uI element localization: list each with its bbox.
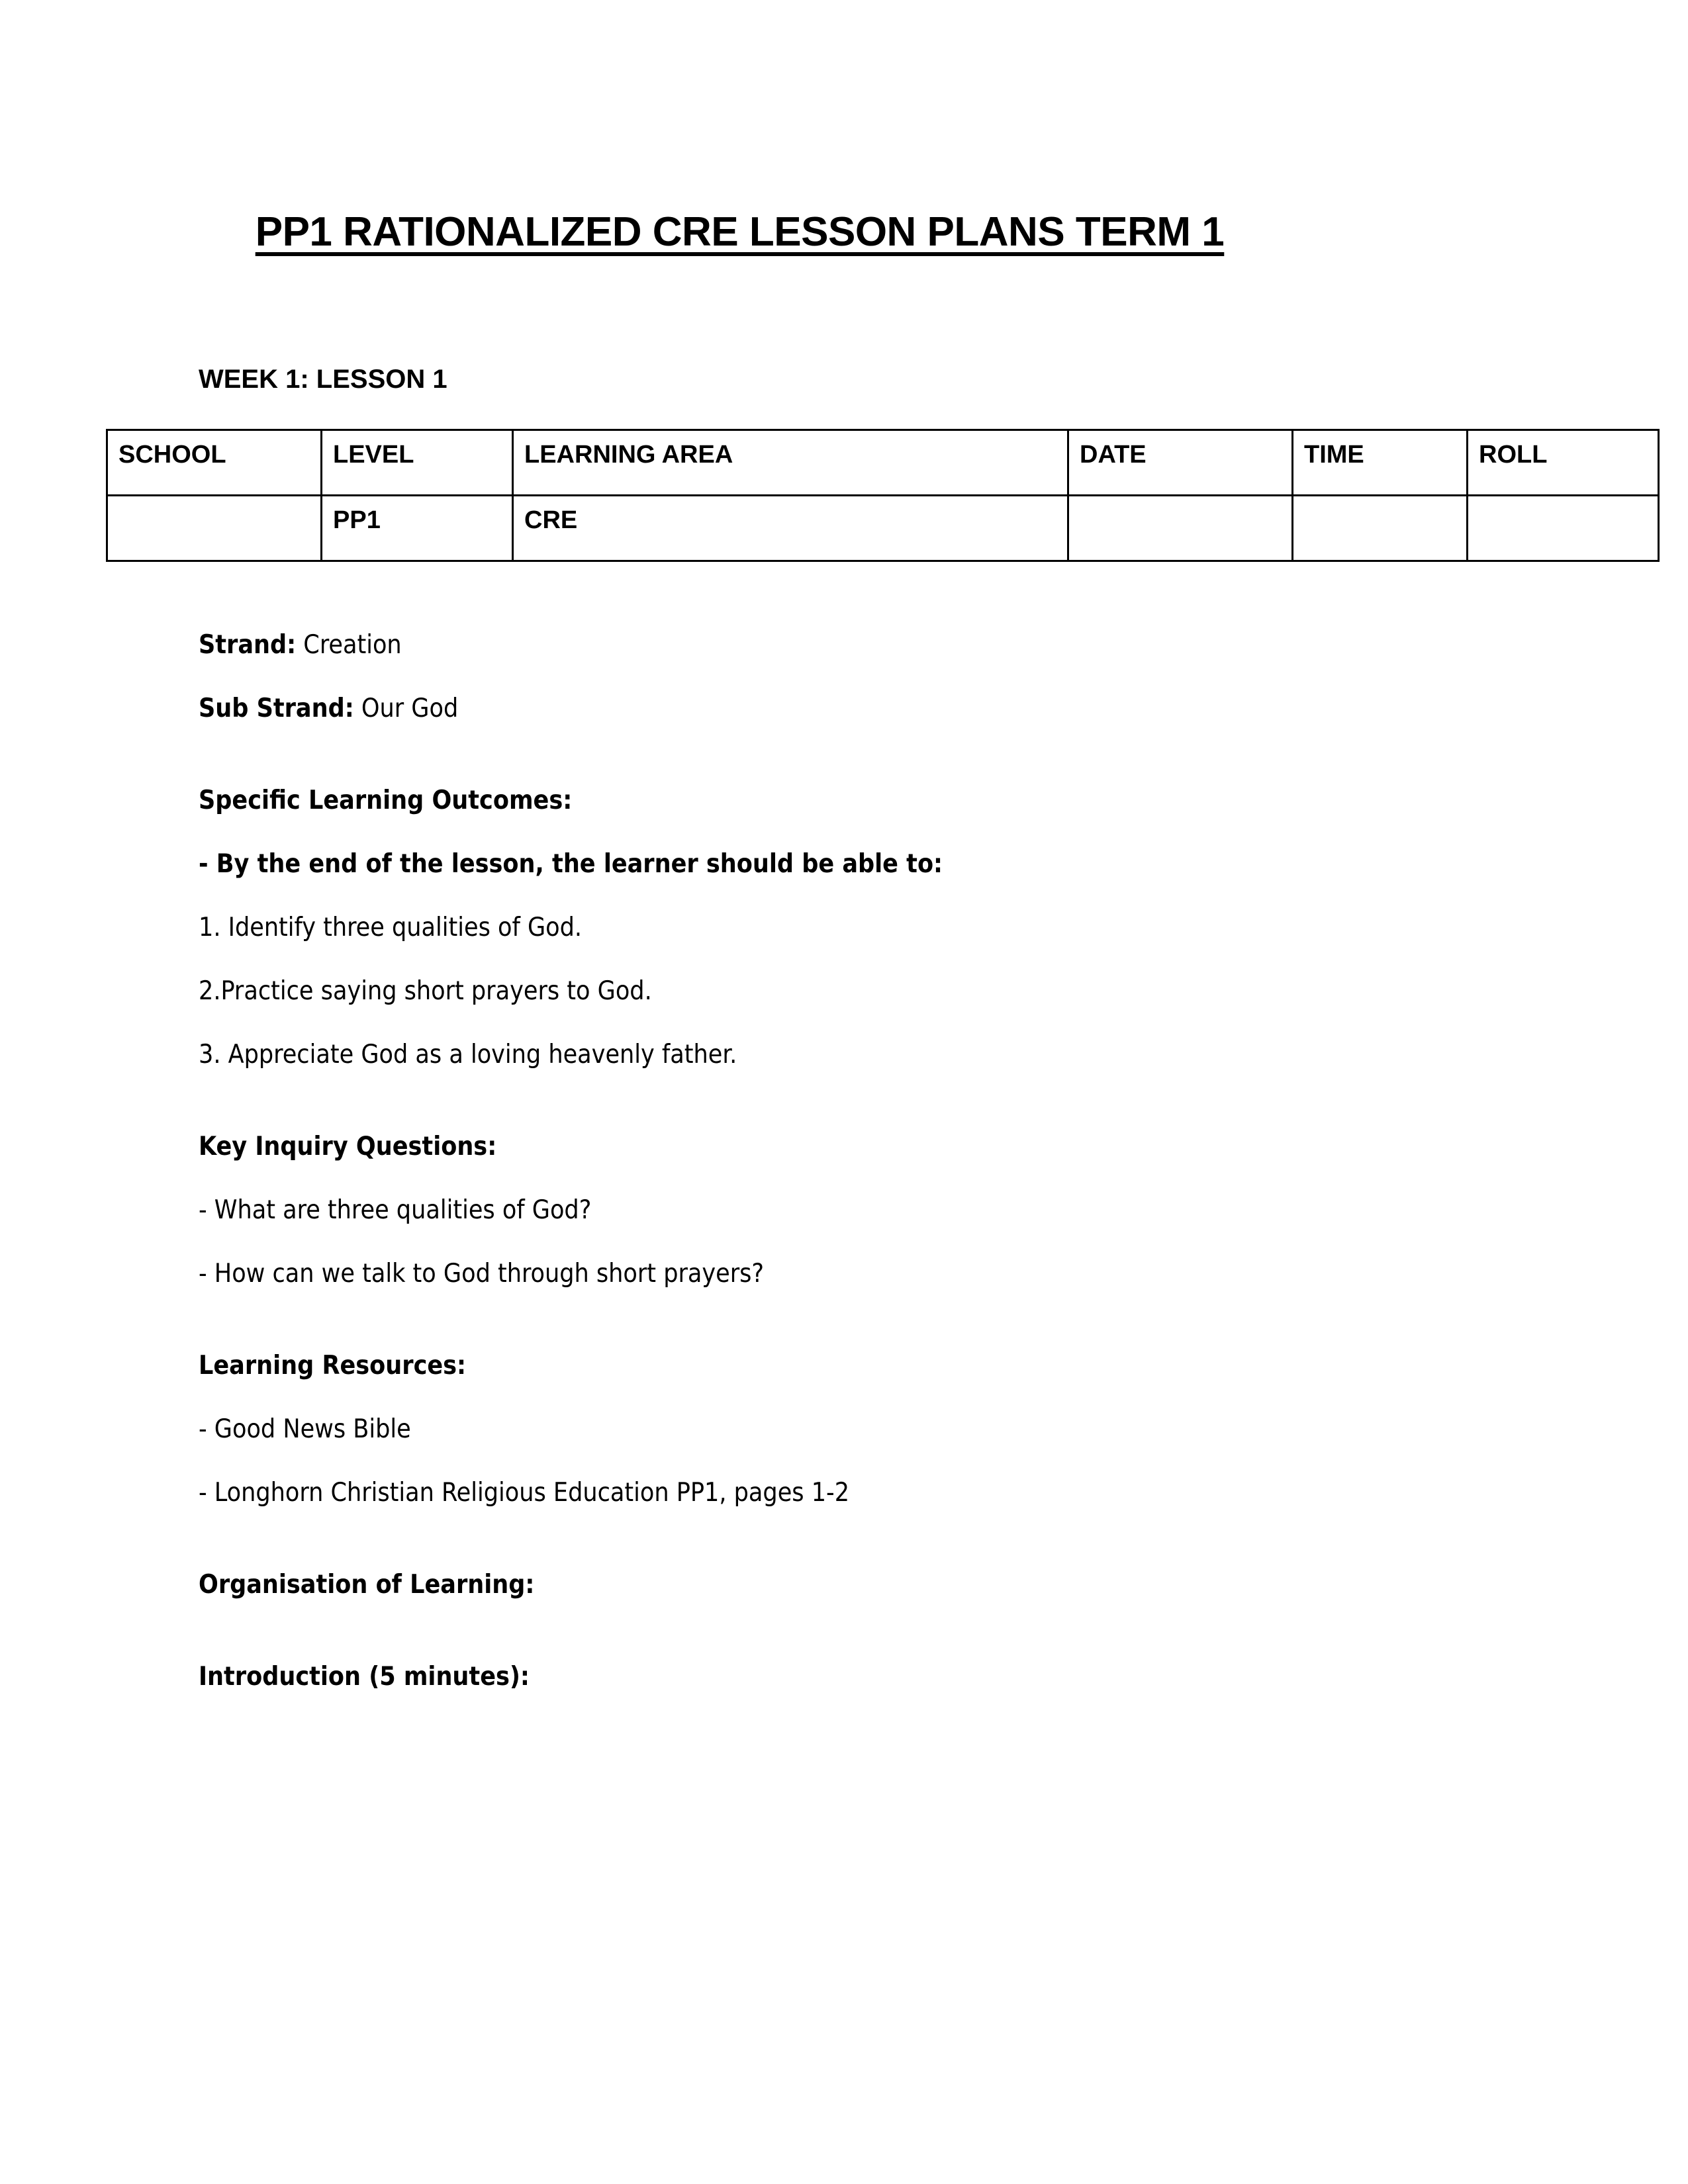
table-header-level: LEVEL bbox=[322, 430, 513, 496]
key-inquiry-questions-heading: Key Inquiry Questions: bbox=[199, 1132, 497, 1161]
page-title: PP1 RATIONALIZED CRE LESSON PLANS TERM 1 bbox=[255, 209, 1225, 255]
table-cell-school[interactable] bbox=[107, 496, 322, 561]
strand-label: Strand: bbox=[199, 630, 297, 660]
sub-strand-label: Sub Strand: bbox=[199, 694, 354, 723]
sub-strand-value: Our God bbox=[353, 694, 459, 723]
table-cell-date[interactable] bbox=[1068, 496, 1293, 561]
list-item: - Good News Bible bbox=[199, 1414, 411, 1444]
list-item: 2.Practice saying short prayers to God. bbox=[199, 976, 652, 1006]
lesson-body bbox=[199, 632, 1489, 1727]
specific-learning-outcomes-heading: Specific Learning Outcomes: bbox=[199, 786, 573, 815]
list-item: - What are three qualities of God? bbox=[199, 1195, 592, 1225]
list-item: 3. Appreciate God as a loving heavenly father. bbox=[199, 1040, 737, 1069]
table-header-row bbox=[107, 430, 1659, 496]
lesson-info-table bbox=[106, 429, 1660, 562]
table-cell-time[interactable] bbox=[1293, 496, 1468, 561]
list-item: 1. Identify three qualities of God. bbox=[199, 913, 583, 942]
list-item: - How can we talk to God through short prayers? bbox=[199, 1259, 765, 1289]
learning-resources-heading: Learning Resources: bbox=[199, 1351, 467, 1381]
table-cell-learning-area[interactable]: CRE bbox=[513, 496, 1068, 561]
table-header-roll: ROLL bbox=[1468, 430, 1659, 496]
table-cell-roll[interactable] bbox=[1468, 496, 1659, 561]
table-header-date: DATE bbox=[1068, 430, 1293, 496]
outcomes-intro-line: - By the end of the lesson, the learner should be able to: bbox=[199, 849, 943, 879]
sub-strand-line bbox=[199, 696, 1489, 721]
strand-line bbox=[199, 632, 1489, 658]
organisation-of-learning-heading: Organisation of Learning: bbox=[199, 1570, 535, 1600]
table-cell-level[interactable]: PP1 bbox=[322, 496, 513, 561]
introduction-heading: Introduction (5 minutes): bbox=[199, 1662, 530, 1692]
table-header-time: TIME bbox=[1293, 430, 1468, 496]
strand-value: Creation bbox=[296, 630, 402, 660]
list-item: - Longhorn Christian Religious Education PP1, pages 1-2 bbox=[199, 1478, 850, 1508]
table-row bbox=[107, 496, 1659, 561]
week-lesson-heading: WEEK 1: LESSON 1 bbox=[199, 365, 447, 394]
table-header-school: SCHOOL bbox=[107, 430, 322, 496]
table-header-learning-area: LEARNING AREA bbox=[513, 430, 1068, 496]
